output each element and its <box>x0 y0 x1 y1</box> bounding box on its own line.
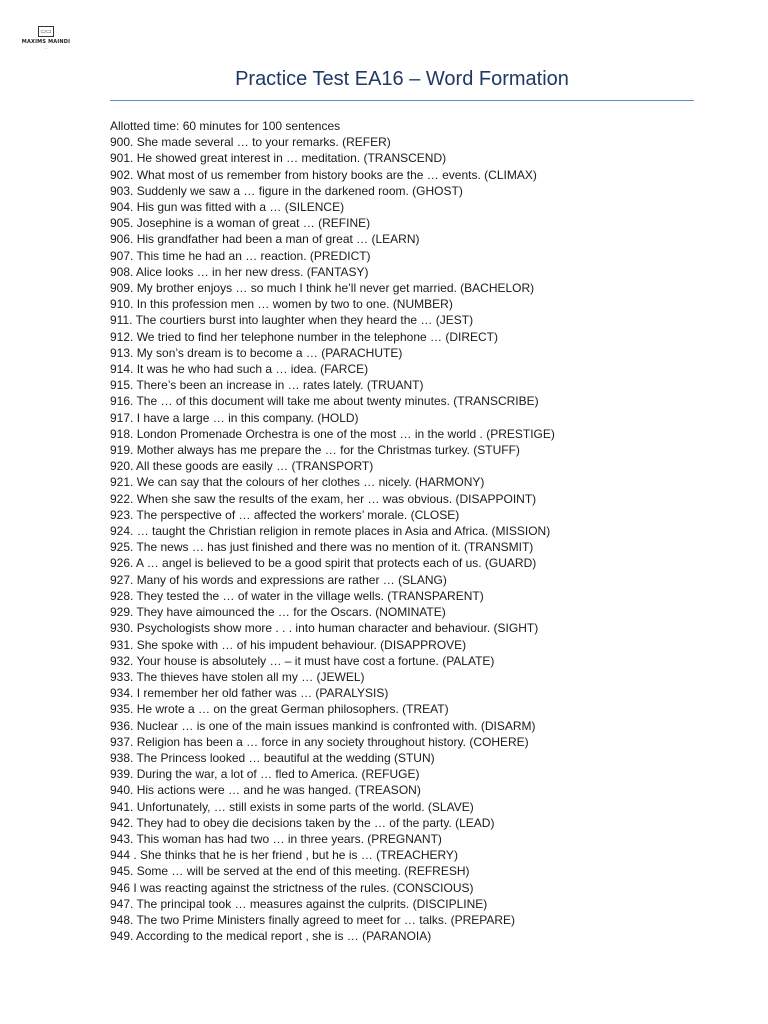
sentence-item: 925. The news … has just finished and there was no mention of it. (TRANSMIT) <box>110 540 534 555</box>
sentence-item: 932. Your house is absolutely … – it must have cost a fortune. (PALATE) <box>110 653 495 668</box>
sentence-item: 915. There’s been an increase in … rates lately. (TRUANT) <box>110 378 424 393</box>
sentence-item: 908. Alice looks … in her new dress. (FANTASY) <box>110 264 369 279</box>
sentence-item: 918. London Promenade Orchestra is one of the most … in the world . (PRESTIGE) <box>110 426 555 441</box>
page-title: Practice Test EA16 – Word Formation <box>235 68 569 90</box>
sentence-item: 911. The courtiers burst into laughter when they heard the … (JEST) <box>110 313 474 328</box>
sentence-item: 907. This time he had an … reaction. (PREDICT) <box>110 248 371 263</box>
sentence-item: 906. His grandfather had been a man of great … (LEARN) <box>110 232 420 247</box>
title-divider <box>110 100 694 101</box>
logo-text: MAXIMS MAINDI <box>21 39 71 45</box>
sentence-item: 927. Many of his words and expressions are rather … (SLANG) <box>110 572 447 587</box>
sentence-item: 934. I remember her old father was … (PARALYSIS) <box>110 686 389 701</box>
sentence-item: 923. The perspective of … affected the workers’ morale. (CLOSE) <box>110 507 460 522</box>
sentence-item: 947. The principal took … measures against the culprits. (DISCIPLINE) <box>110 896 488 911</box>
sentence-item: 949. According to the medical report , she is … (PARANOIA) <box>110 929 432 944</box>
sentence-item: 916. The … of this document will take me about twenty minutes. (TRANSCRIBE) <box>110 394 539 409</box>
sentence-item: 913. My son’s dream is to become a … (PARACHUTE) <box>110 345 403 360</box>
publisher-logo <box>20 26 72 64</box>
sentence-item: 936. Nuclear … is one of the main issues mankind is confronted with. (DISARM) <box>110 718 536 733</box>
sentence-item: 922. When she saw the results of the exam, her … was obvious. (DISAPPOINT) <box>110 491 537 506</box>
sentence-item: 919. Mother always has me prepare the … for the Christmas turkey. (STUFF) <box>110 443 520 458</box>
sentence-item: 933. The thieves have stolen all my … (JEWEL) <box>110 669 365 684</box>
sentence-item: 920. All these goods are easily … (TRANSPORT) <box>110 459 374 474</box>
sentence-item: 931. She spoke with … of his impudent behaviour. (DISAPPROVE) <box>110 637 467 652</box>
sentence-item: 941. Unfortunately, … still exists in some parts of the world. (SLAVE) <box>110 799 474 814</box>
sentence-item: 914. It was he who had such a … idea. (FARCE) <box>110 362 369 377</box>
sentence-item: 917. I have a large … in this company. (HOLD) <box>110 410 359 425</box>
sentence-item: 940. His actions were … and he was hanged. (TREASON) <box>110 783 421 798</box>
sentence-item: 902. What most of us remember from history books are the … events. (CLIMAX) <box>110 167 537 182</box>
sentence-item: 926. A … angel is believed to be a good spirit that protects each of us. (GUARD) <box>110 556 537 571</box>
sentence-item: 909. My brother enjoys … so much I think he’ll never get married. (BACHELOR) <box>110 281 535 296</box>
sentence-item: 903. Suddenly we saw a … figure in the darkened room. (GHOST) <box>110 183 463 198</box>
document-body <box>110 118 750 944</box>
sentence-item: 930. Psychologists show more . . . into human character and behaviour. (SIGHT) <box>110 621 539 636</box>
sentence-item: 943. This woman has had two … in three years. (PREGNANT) <box>110 831 442 846</box>
sentence-item: 946 I was reacting against the strictness of the rules. (CONSCIOUS) <box>110 880 474 895</box>
sentence-item: 901. He showed great interest in … meditation. (TRANSCEND) <box>110 151 447 166</box>
logo-tagline: — <box>44 46 48 50</box>
sentence-item: 942. They had to obey die decisions taken by the … of the party. (LEAD) <box>110 815 495 830</box>
sentence-item: 910. In this profession men … women by two to one. (NUMBER) <box>110 297 453 312</box>
sentence-item: 948. The two Prime Ministers finally agreed to meet for … talks. (PREPARE) <box>110 912 516 927</box>
sentence-item: 900. She made several … to your remarks. (REFER) <box>110 135 391 150</box>
sentence-list <box>110 134 750 944</box>
sentence-item: 935. He wrote a … on the great German philosophers. (TREAT) <box>110 702 449 717</box>
sentence-item: 904. His gun was fitted with a … (SILENCE) <box>110 200 345 215</box>
sentence-item: 939. During the war, a lot of … fled to America. (REFUGE) <box>110 767 420 782</box>
sentence-item: 928. They tested the … of water in the village wells. (TRANSPARENT) <box>110 588 484 603</box>
sentence-item: 905. Josephine is a woman of great … (REFINE) <box>110 216 371 231</box>
sentence-item: 937. Religion has been a … force in any society throughout history. (COHERE) <box>110 734 529 749</box>
sentence-item: 912. We tried to find her telephone number in the telephone … (DIRECT) <box>110 329 498 344</box>
sentence-item: 921. We can say that the colours of her clothes … nicely. (HARMONY) <box>110 475 485 490</box>
allotted-time: Allotted time: 60 minutes for 100 sentences <box>110 119 341 133</box>
sentence-item: 938. The Princess looked … beautiful at the wedding (STUN) <box>110 750 435 765</box>
sentence-item: 945. Some … will be served at the end of this meeting. (REFRESH) <box>110 864 470 879</box>
sentence-item: 929. They have aimounced the … for the Oscars. (NOMINATE) <box>110 605 446 620</box>
sentence-item: 944 . She thinks that he is her friend , but he is … (TREACHERY) <box>110 848 458 863</box>
sentence-item: 924. … taught the Christian religion in remote places in Asia and Africa. (MISSION) <box>110 524 551 539</box>
logo-mark-icon: ▭▭ <box>38 26 54 37</box>
